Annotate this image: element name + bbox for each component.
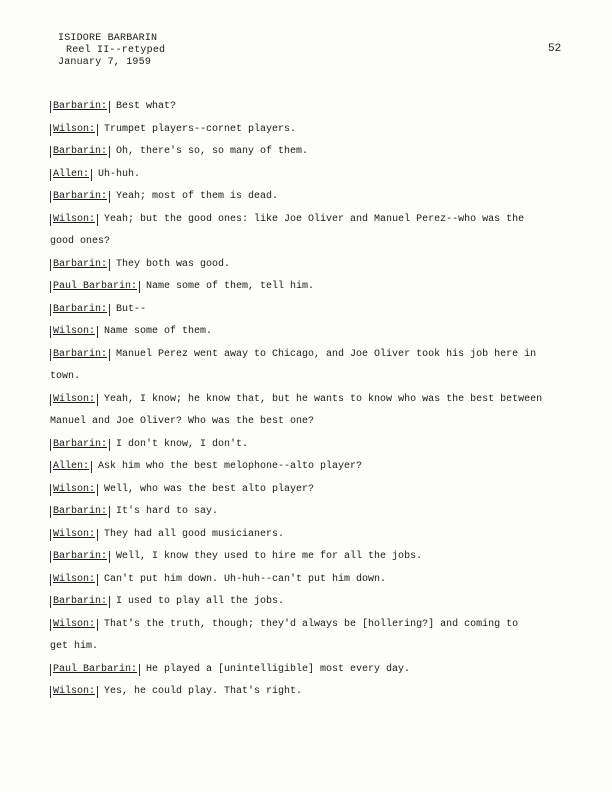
transcript-entry <box>50 141 550 164</box>
speaker-name: Barbarin: <box>53 438 108 450</box>
transcript-entry <box>50 681 550 704</box>
transcript-entry <box>50 254 550 277</box>
transcript-body <box>50 96 550 704</box>
utterance-text: Yeah, I know; he know that, but he wants to know who was the best between <box>104 393 543 405</box>
speaker-name: Paul Barbarin: <box>53 663 138 675</box>
speaker-label <box>50 124 98 136</box>
speaker-label <box>50 394 98 406</box>
speaker-label <box>50 664 140 676</box>
utterance-text: That's the truth, though; they'd always be [hollering?] and coming to <box>104 618 519 630</box>
speaker-name: Wilson: <box>53 686 96 697</box>
speaker-name: Barbarin: <box>53 191 108 202</box>
transcript-entry <box>50 186 550 209</box>
utterance-text: Yeah; most of them is dead. <box>116 191 279 202</box>
speaker-name: Barbarin: <box>53 101 108 112</box>
speaker-label <box>50 551 110 563</box>
transcript-entry <box>50 96 550 119</box>
transcript-entry <box>50 456 550 479</box>
document-header <box>58 33 165 69</box>
speaker-label <box>50 169 92 181</box>
utterance-text: Oh, there's so, so many of them. <box>116 146 309 157</box>
speaker-label <box>50 259 110 271</box>
utterance-text: Ask him who the best melophone--alto player? <box>98 461 363 472</box>
utterance-continuation: town. <box>50 371 81 382</box>
transcript-entry <box>50 276 550 299</box>
utterance-text: Well, I know they used to hire me for all the jobs. <box>116 551 423 562</box>
speaker-name: Wilson: <box>53 213 96 225</box>
speaker-name: Wilson: <box>53 483 96 495</box>
transcript-entry <box>50 389 550 434</box>
speaker-name: Allen: <box>53 461 90 472</box>
speaker-name: Barbarin: <box>53 303 108 315</box>
utterance-text: But-- <box>116 303 147 315</box>
speaker-label <box>50 574 98 586</box>
transcript-entry <box>50 119 550 142</box>
speaker-name: Barbarin: <box>53 258 108 270</box>
transcript-entry <box>50 479 550 502</box>
utterance-text: They had all good musicianers. <box>104 528 285 540</box>
speaker-name: Allen: <box>53 168 90 180</box>
speaker-name: Barbarin: <box>53 348 108 360</box>
utterance-text: Yes, he could play. That's right. <box>104 686 303 697</box>
speaker-name: Wilson: <box>53 618 96 630</box>
transcript-entry <box>50 591 550 614</box>
speaker-label <box>50 461 92 473</box>
speaker-label <box>50 304 110 316</box>
transcript-entry <box>50 164 550 187</box>
speaker-label <box>50 214 98 226</box>
transcript-entry <box>50 614 550 659</box>
transcript-entry <box>50 209 550 254</box>
speaker-label <box>50 326 98 338</box>
speaker-label <box>50 281 140 293</box>
utterance-continuation: Manuel and Joe Oliver? Who was the best one? <box>50 416 315 427</box>
utterance-text: Yeah; but the good ones: like Joe Oliver and Manuel Perez--who was the <box>104 213 525 225</box>
speaker-label <box>50 686 98 698</box>
header-reel: Reel II--retyped <box>66 45 166 56</box>
speaker-label <box>50 484 98 496</box>
transcript-entry <box>50 299 550 322</box>
utterance-text: They both was good. <box>116 258 231 270</box>
transcript-entry <box>50 659 550 682</box>
speaker-label <box>50 101 110 113</box>
speaker-name: Barbarin: <box>53 551 108 562</box>
speaker-label <box>50 506 110 518</box>
utterance-text: I used to play all the jobs. <box>116 596 285 607</box>
speaker-name: Wilson: <box>53 573 96 585</box>
speaker-name: Wilson: <box>53 326 96 337</box>
speaker-label <box>50 596 110 608</box>
utterance-text: Well, who was the best alto player? <box>104 483 315 495</box>
speaker-name: Wilson: <box>53 393 96 405</box>
transcript-entry <box>50 546 550 569</box>
speaker-name: Wilson: <box>53 528 96 540</box>
utterance-text: Best what? <box>116 101 177 112</box>
speaker-label <box>50 146 110 158</box>
utterance-text: I don't know, I don't. <box>116 438 249 450</box>
utterance-continuation: get him. <box>50 641 99 652</box>
transcript-entry <box>50 321 550 344</box>
header-interviewee: ISIDORE BARBARIN <box>58 33 158 44</box>
utterance-text: Manuel Perez went away to Chicago, and Joe Oliver took his job here in <box>116 348 537 360</box>
utterance-text: Name some of them. <box>104 326 213 337</box>
transcript-entry <box>50 434 550 457</box>
speaker-label <box>50 439 110 451</box>
speaker-label <box>50 529 98 541</box>
speaker-name: Barbarin: <box>53 506 108 517</box>
transcript-entry <box>50 501 550 524</box>
utterance-text: Can't put him down. Uh-huh--can't put him down. <box>104 573 387 585</box>
transcript-entry <box>50 344 550 389</box>
speaker-label <box>50 349 110 361</box>
utterance-text: It's hard to say. <box>116 506 219 517</box>
speaker-label <box>50 191 110 203</box>
speaker-label <box>50 619 98 631</box>
header-date: January 7, 1959 <box>58 57 152 68</box>
speaker-name: Barbarin: <box>53 146 108 157</box>
speaker-name: Paul Barbarin: <box>53 281 138 292</box>
utterance-text: Trumpet players--cornet players. <box>104 123 297 135</box>
utterance-continuation: good ones? <box>50 236 111 247</box>
utterance-text: Uh-huh. <box>98 168 141 180</box>
speaker-name: Barbarin: <box>53 596 108 607</box>
transcript-entry <box>50 524 550 547</box>
page-number: 52 <box>548 43 562 55</box>
utterance-text: He played a [unintelligible] most every day. <box>146 663 411 675</box>
utterance-text: Name some of them, tell him. <box>146 281 315 292</box>
transcript-entry <box>50 569 550 592</box>
speaker-name: Wilson: <box>53 123 96 135</box>
